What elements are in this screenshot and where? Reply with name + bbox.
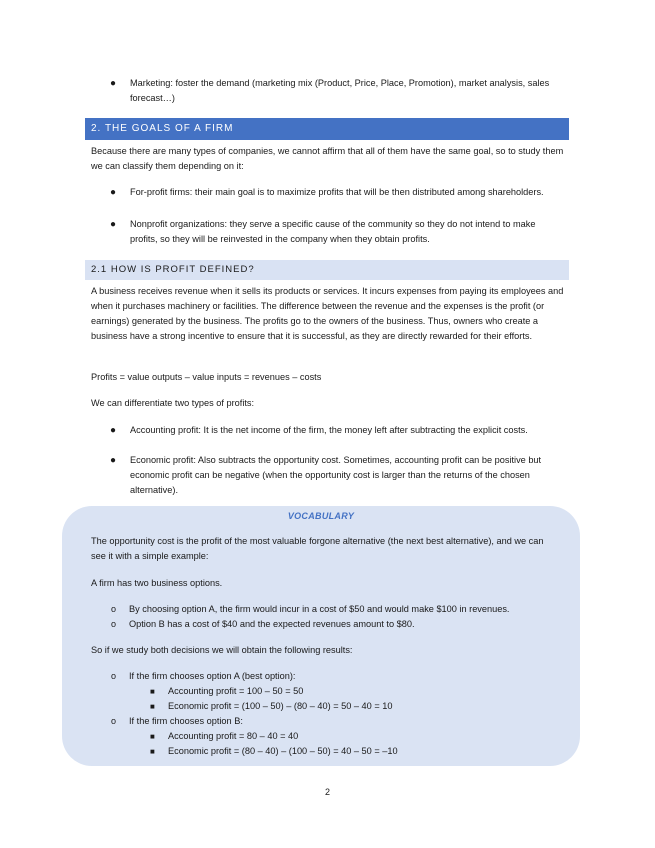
circle-bullet-icon: o: [111, 716, 117, 726]
vocabulary-options-intro: A firm has two business options.: [91, 578, 223, 588]
list-item: [150, 729, 558, 744]
list-item-text: Accounting profit: It is the net income of the firm, the money left after subtracting the explicit costs.: [130, 425, 528, 435]
list-item-text: Economic profit = (100 – 50) – (80 – 40) = 50 – 40 = 10: [168, 701, 393, 711]
vocabulary-intro: The opportunity cost is the profit of the most valuable forgone alternative (the next best alternative), and we can see it with a simple example:: [91, 536, 544, 561]
intro-bullet-text: Marketing: foster the demand (marketing mix (Product, Price, Place, Promotion), market analysis, sales forecast…): [130, 78, 550, 103]
list-item-text: By choosing option A, the firm would incur in a cost of $50 and would make $100 in revenues.: [129, 604, 510, 614]
list-item-text: If the firm chooses option A (best option):: [129, 671, 296, 681]
section-2-intro: Because there are many types of companies, we cannot affirm that all of them have the same goal, so to study them we can classify them depending on it:: [91, 146, 564, 171]
section-2-1-paragraph: A business receives revenue when it sells its products or services. It incurs expenses from paying its employees and when it purchases machinery or facilities. The difference between the revenue and the expenses is the profit (or earnings) generated by the business. The profits go to the owners of the business. Thus, owners who create a business have a strong incentive to ensure that it is successful, as they are directly rewarded for their efforts.: [91, 286, 564, 341]
intro-bullet: [110, 76, 570, 106]
section-2-1-heading: 2.1 HOW IS PROFIT DEFINED?: [85, 260, 569, 280]
vocabulary-results-intro: So if we study both decisions we will obtain the following results:: [91, 645, 353, 655]
square-bullet-icon: ■: [150, 702, 155, 711]
list-item: [150, 684, 558, 699]
list-item: [111, 714, 559, 729]
list-item-text: Accounting profit = 100 – 50 = 50: [168, 686, 304, 696]
list-item-text: Economic profit = (80 – 40) – (100 – 50) = 40 – 50 = –10: [168, 746, 398, 756]
bullet-icon: ●: [110, 455, 117, 466]
list-item-text: Option B has a cost of $40 and the expected revenues amount to $80.: [129, 619, 415, 629]
list-item: [110, 185, 560, 200]
profit-types-intro: We can differentiate two types of profits:: [91, 398, 255, 408]
list-item: [150, 744, 558, 759]
circle-bullet-icon: o: [111, 604, 117, 614]
page-number: 2: [324, 787, 330, 797]
list-item-text: Economic profit: Also subtracts the opportunity cost. Sometimes, accounting profit can be positive but economic profit can be negative (when the opportunity cost is larger than the returns of the chosen alternative).: [130, 455, 542, 495]
circle-bullet-icon: o: [111, 671, 117, 681]
list-item: [111, 602, 559, 617]
list-item: [111, 617, 559, 632]
list-item: [110, 453, 560, 498]
bullet-icon: ●: [110, 78, 117, 89]
list-item-text: Nonprofit organizations: they serve a specific cause of the community so they do not intend to make profits, so they will be reinvested in the company when they obtain profits.: [130, 219, 536, 244]
bullet-icon: ●: [110, 425, 117, 436]
vocabulary-title: VOCABULARY: [287, 511, 355, 521]
list-item: [150, 699, 558, 714]
profit-formula: Profits = value outputs – value inputs = revenues – costs: [91, 372, 322, 382]
section-2-heading: 2. THE GOALS OF A FIRM: [85, 118, 569, 140]
list-item-text: Accounting profit = 80 – 40 = 40: [168, 731, 299, 741]
list-item-text: For-profit firms: their main goal is to maximize profits that will be then distributed among shareholders.: [130, 187, 544, 197]
bullet-icon: ●: [110, 219, 117, 230]
square-bullet-icon: ■: [150, 687, 155, 696]
square-bullet-icon: ■: [150, 747, 155, 756]
list-item: [111, 669, 559, 684]
list-item: [110, 423, 560, 438]
vocabulary-box: [62, 506, 580, 766]
list-item-text: If the firm chooses option B:: [129, 716, 243, 726]
square-bullet-icon: ■: [150, 732, 155, 741]
bullet-icon: ●: [110, 187, 117, 198]
circle-bullet-icon: o: [111, 619, 117, 629]
list-item: [110, 217, 560, 247]
